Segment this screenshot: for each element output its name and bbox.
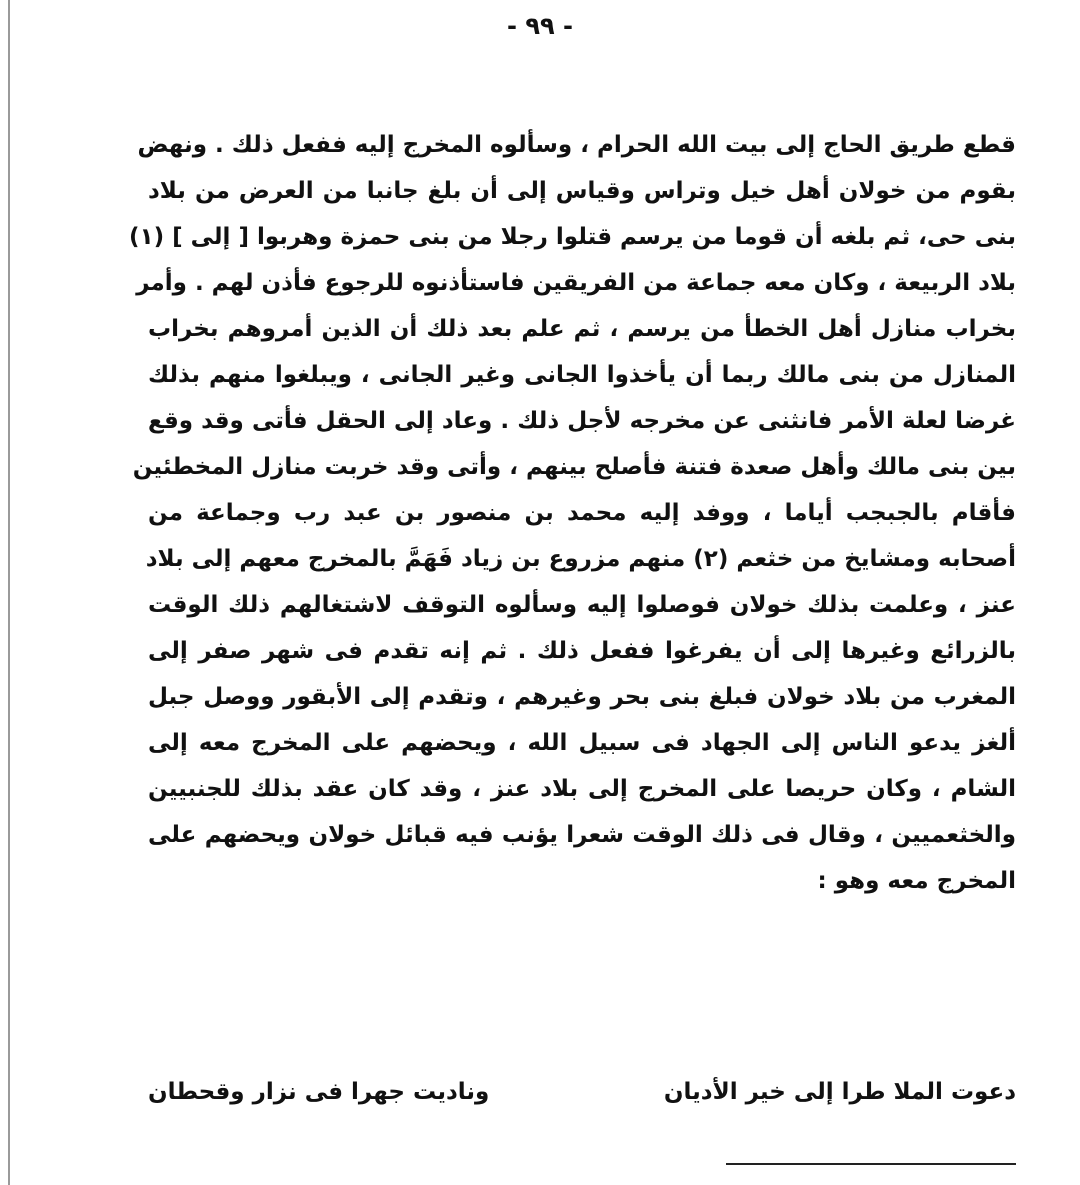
text-line: بنى حى، ثم بلغه أن قوما من يرسم قتلوا رجلا من بنى حمزة وهربوا [ إلى ] (١) (129, 224, 1016, 250)
text-line: فأقام بالجبجب أياما ، ووفد إليه محمد بن منصور بن عبد رب وجماعة من (148, 500, 1016, 526)
text-line: بلاد الربيعة ، وكان معه جماعة من الفريقين فاستأذنوه للرجوع فأذن لهم . وأمر (136, 270, 1016, 296)
text-line: أصحابه ومشايخ من خثعم (٢) منهم مزروع بن زياد فَهَمَّ بالمخرج معهم إلى بلاد (145, 546, 1016, 572)
text-line: والخثعميين ، وقال فى ذلك الوقت شعرا يؤنب فيه قبائل خولان ويحضهم على (148, 822, 1016, 848)
text-line: الشام ، وكان حريصا على المخرج إلى بلاد عنز ، وقد كان عقد بذلك للجنبيين (148, 776, 1016, 802)
text-line: المنازل من بنى مالك ربما أن يأخذوا الجانى وغير الجانى ، ويبلغوا منهم بذلك (148, 362, 1016, 388)
text-line: قطع طريق الحاج إلى بيت الله الحرام ، وسألوه المخرج إليه ففعل ذلك . ونهض (137, 132, 1016, 158)
text-line: بخراب منازل أهل الخطأ من يرسم ، ثم علم بعد ذلك أن الذين أمروهم بخراب (148, 316, 1016, 342)
verse-second-hemistich: وناديت جهرا فى نزار وقحطان (148, 1079, 490, 1105)
page-number: - ٩٩ - (507, 12, 573, 40)
page-left-edge (8, 0, 10, 1185)
text-line: بالزرائع وغيرها إلى أن يفرغوا ففعل ذلك . ثم إنه تقدم فى شهر صفر إلى (148, 638, 1016, 664)
footnote-separator (726, 1163, 1016, 1165)
body-text (129, 122, 1016, 904)
text-line: المغرب من بلاد خولان فبلغ بنى بحر وغيرهم ، وتقدم إلى الأبقور ووصل جبل (148, 684, 1016, 710)
poem-verse (148, 1068, 1016, 1116)
text-line: بقوم من خولان أهل خيل وتراس وقياس إلى أن بلغ جانبا من العرض من بلاد (148, 178, 1016, 204)
text-line-final: المخرج معه وهو : (817, 868, 1016, 894)
text-line: غرضا لعلة الأمر فانثنى عن مخرجه لأجل ذلك . وعاد إلى الحقل فأتى وقد وقع (148, 408, 1016, 434)
text-line: ألغز يدعو الناس إلى الجهاد فى سبيل الله ، ويحضهم على المخرج معه إلى (148, 730, 1016, 756)
text-line: بين بنى مالك وأهل صعدة فتنة فأصلح بينهم ، وأتى وقد خربت منازل المخطئين (132, 454, 1016, 480)
text-line: عنز ، وعلمت بذلك خولان فوصلوا إليه وسألوه التوقف لاشتغالهم ذلك الوقت (148, 592, 1016, 618)
verse-first-hemistich: دعوت الملا طرا إلى خير الأديان (663, 1079, 1016, 1105)
